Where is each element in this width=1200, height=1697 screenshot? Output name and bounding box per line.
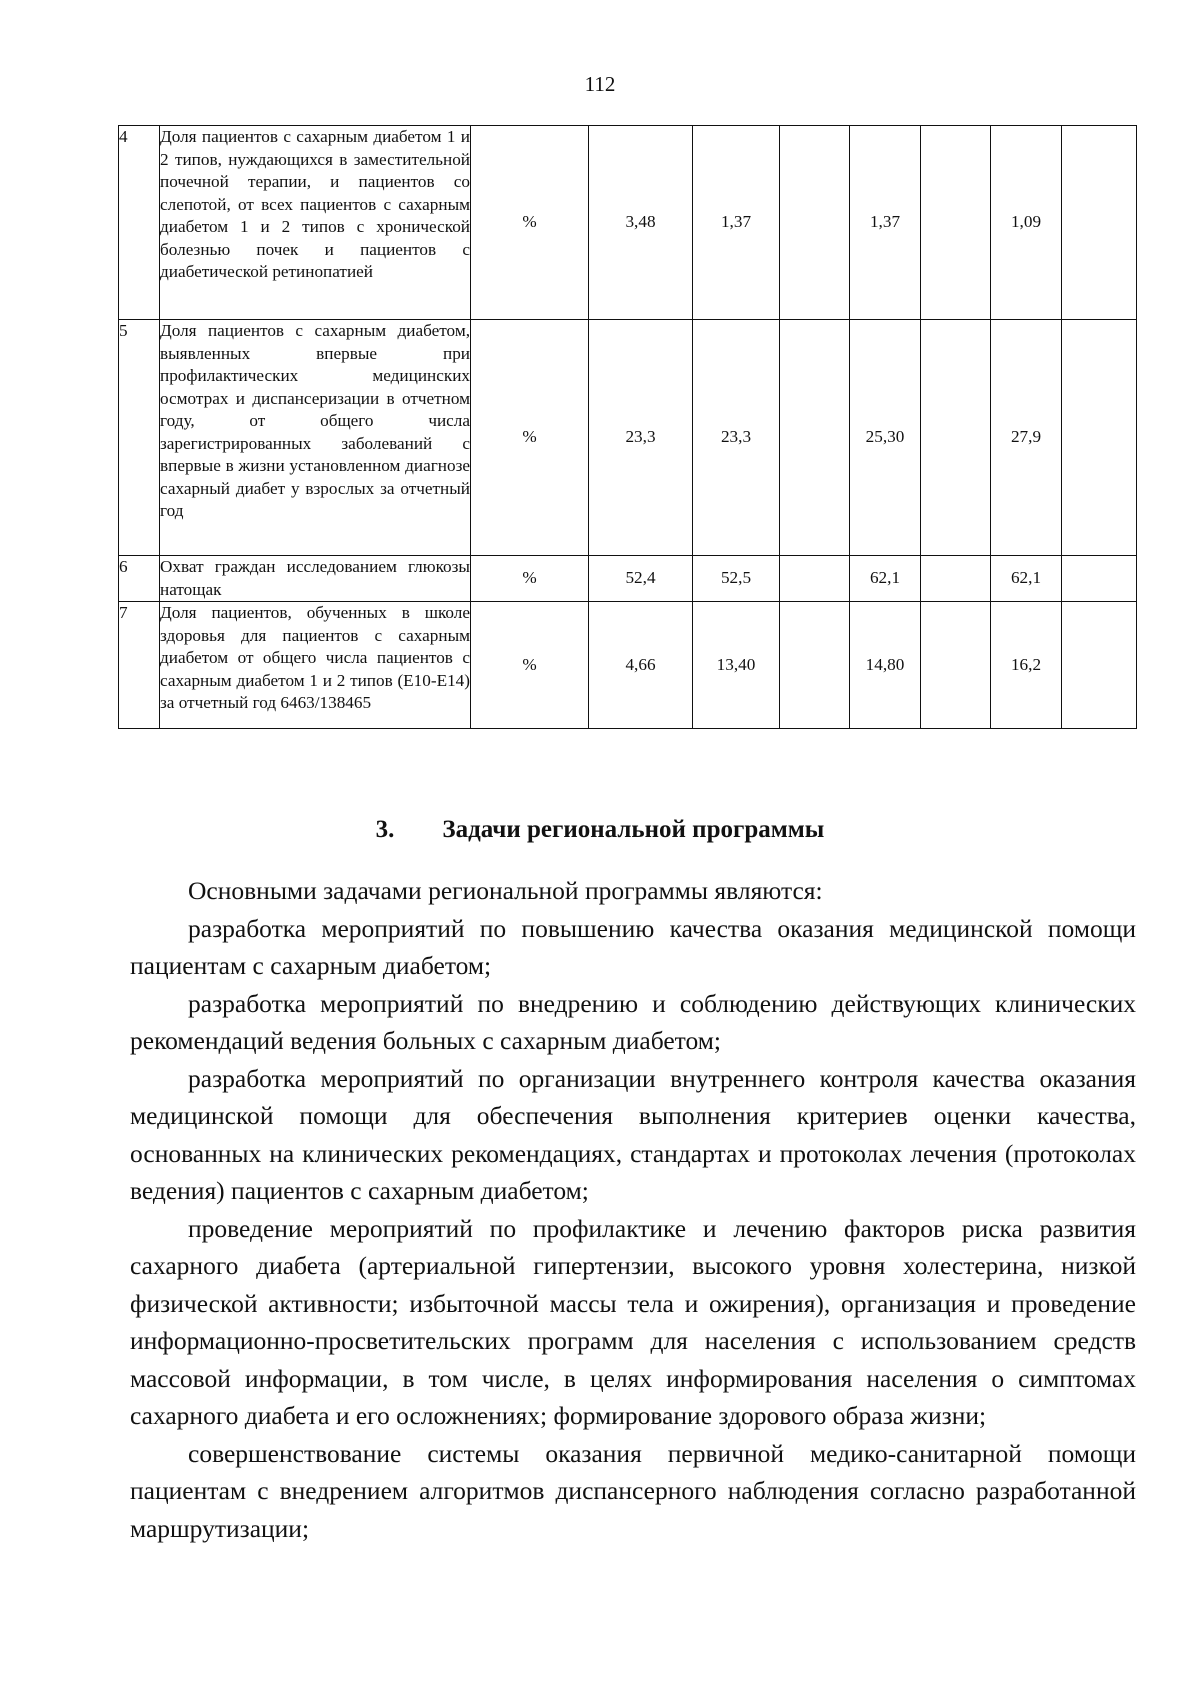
value-cell-3 [780, 602, 850, 729]
table-row [119, 556, 1137, 602]
value-cell-2: 23,3 [693, 320, 780, 556]
value-cell-7 [1062, 126, 1137, 320]
indicator-name [160, 602, 471, 729]
paragraph: совершенствование системы оказания первичной медико-санитарной помощи пациентам с внедрением алгоритмов диспансерного наблюдения согласно разработанной маршрутизации; [130, 1438, 1136, 1543]
value-cell-1: 23,3 [589, 320, 693, 556]
value-cell-2: 1,37 [693, 126, 780, 320]
indicator-name [160, 320, 471, 556]
value-cell-4: 1,37 [850, 126, 921, 320]
unit-cell: % [471, 556, 589, 602]
value-cell-2: 52,5 [693, 556, 780, 602]
value-cell-7 [1062, 556, 1137, 602]
value-cell-6: 16,2 [991, 602, 1062, 729]
value-cell-3 [780, 320, 850, 556]
value-cell-4: 25,30 [850, 320, 921, 556]
unit-cell: % [471, 126, 589, 320]
section-number: 3. [375, 816, 395, 843]
value-cell-5 [921, 320, 991, 556]
unit-cell: % [471, 320, 589, 556]
indicator-name [160, 556, 471, 602]
value-cell-4: 14,80 [850, 602, 921, 729]
body-text [130, 872, 1136, 1547]
value-cell-3 [780, 556, 850, 602]
indicator-name-text: Доля пациентов с сахарным диабетом, выявленных впервые при профилактических медицинских осмотрах и диспансеризации в отчетном году, от общего числа зарегистрированных заболеваний с впервые в жизни установленном диагнозе сахарный диабет у взрослых за отчетный год [160, 321, 470, 520]
value-cell-2: 13,40 [693, 602, 780, 729]
value-cell-6: 62,1 [991, 556, 1062, 602]
value-cell-5 [921, 602, 991, 729]
table-body [119, 126, 1137, 729]
paragraph: разработка мероприятий по организации внутреннего контроля качества оказания медицинской помощи для обеспечения выполнения критериев оценки качества, основанных на клинических рекомендациях, стандартах и протоколах лечения (протоколах ведения) пациентов с сахарным диабетом; [130, 1063, 1136, 1205]
section-heading [0, 816, 1200, 844]
indicator-name-text: Доля пациентов с сахарным диабетом 1 и 2 типов, нуждающихся в заместительной почечной терапии, и пациентов со слепотой, от всех пациентов с сахарным диабетом 1 и 2 типов с хронической болезнью почек и пациентов с диабетической ретинопатией [160, 127, 470, 281]
row-number: 7 [119, 602, 160, 729]
paragraph: проведение мероприятий по профилактике и лечению факторов риска развития сахарного диабета (артериальной гипертензии, высокого уровня холестерина, низкой физической активности; избыточной массы тела и ожирения), организация и проведение информационно-просветительских программ для населения с использованием средств массовой информации, в том числе, в целях информирования населения о симптомах сахарного диабета и его осложнениях; формирование здорового образа жизни; [130, 1213, 1136, 1430]
indicators-table [118, 125, 1137, 729]
value-cell-1: 3,48 [589, 126, 693, 320]
value-cell-5 [921, 126, 991, 320]
paragraph: разработка мероприятий по повышению качества оказания медицинской помощи пациентам с сахарным диабетом; [130, 913, 1136, 980]
paragraph: разработка мероприятий по внедрению и соблюдению действующих клинических рекомендаций ведения больных с сахарным диабетом; [130, 988, 1136, 1055]
row-number: 6 [119, 556, 160, 602]
table-row [119, 126, 1137, 320]
unit-cell: % [471, 602, 589, 729]
paragraph: Основными задачами региональной программы являются: [188, 876, 823, 905]
value-cell-7 [1062, 320, 1137, 556]
table-row [119, 320, 1137, 556]
row-number: 5 [119, 320, 160, 556]
indicator-name-text: Охват граждан исследованием глюкозы натощак [160, 557, 470, 599]
row-number: 4 [119, 126, 160, 320]
value-cell-7 [1062, 602, 1137, 729]
value-cell-4: 62,1 [850, 556, 921, 602]
value-cell-6: 27,9 [991, 320, 1062, 556]
section-title: Задачи региональной программы [442, 816, 825, 843]
indicator-name-text: Доля пациентов, обученных в школе здоровья для пациентов с сахарным диабетом от общего числа пациентов с сахарным диабетом 1 и 2 типов (Е10-Е14) за отчетный год 6463/138465 [160, 603, 470, 712]
value-cell-5 [921, 556, 991, 602]
value-cell-1: 52,4 [589, 556, 693, 602]
indicator-name [160, 126, 471, 320]
page-number: 112 [584, 72, 616, 96]
value-cell-3 [780, 126, 850, 320]
value-cell-6: 1,09 [991, 126, 1062, 320]
table-row [119, 602, 1137, 729]
value-cell-1: 4,66 [589, 602, 693, 729]
